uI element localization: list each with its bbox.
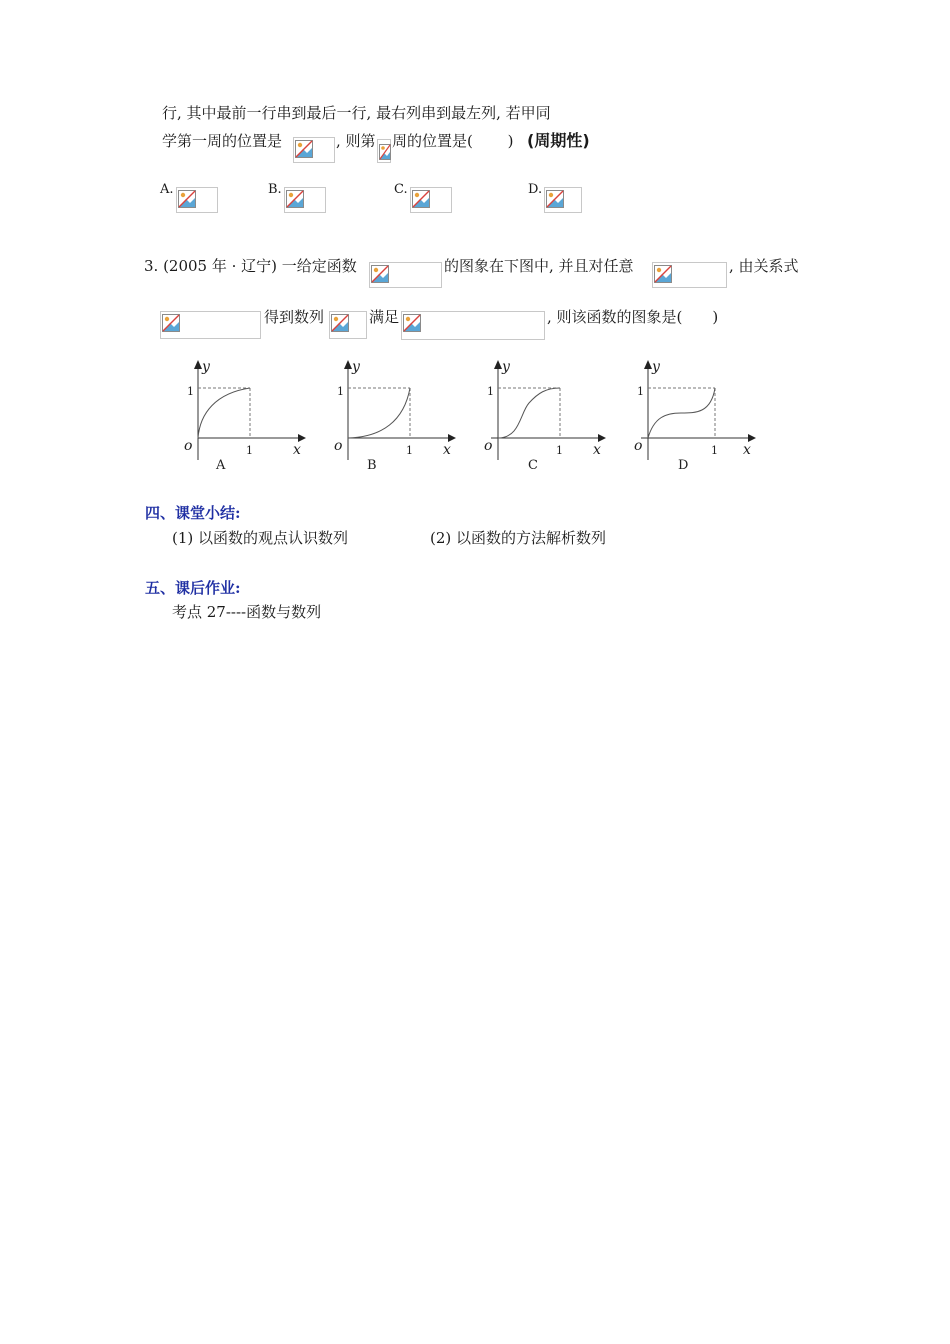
x-tick-1: 1 [556, 444, 563, 457]
formula-image [377, 139, 391, 163]
broken-image-icon [412, 190, 430, 208]
x-axis-label: x [593, 442, 601, 458]
option-b-image [284, 187, 326, 213]
q3-line2-a: 得到数列 [264, 308, 325, 326]
graph-label: D [678, 458, 689, 473]
x-axis-label: x [743, 442, 751, 458]
q3-line1-c: , 由关系式 [729, 257, 799, 275]
y-tick-1: 1 [337, 385, 344, 398]
formula-image [160, 311, 261, 339]
graph-d [626, 355, 766, 475]
q2-line2-a: 学第一周的位置是 [162, 132, 283, 150]
y-axis-label: y [652, 359, 660, 375]
option-a-image [176, 187, 218, 213]
broken-image-icon [403, 314, 421, 332]
homework-item: 考点 27----函数与数列 [172, 603, 322, 621]
broken-image-icon [331, 314, 349, 332]
x-tick-1: 1 [246, 444, 253, 457]
formula-image [293, 137, 335, 163]
origin-label: o [634, 438, 643, 454]
formula-image [369, 262, 442, 288]
graph-label: A [216, 458, 226, 473]
option-b-label: B. [268, 182, 282, 197]
broken-image-icon [295, 140, 313, 158]
broken-image-icon [654, 265, 672, 283]
homework-heading: 五、课后作业: [145, 579, 241, 597]
graph-label: C [528, 458, 538, 473]
broken-image-icon [546, 190, 564, 208]
broken-image-icon [286, 190, 304, 208]
q2-tag: (周期性) [527, 131, 590, 150]
q3-line2-c: , 则该函数的图象是( ) [547, 308, 719, 326]
y-axis-label: y [502, 359, 510, 375]
option-d-image [544, 187, 582, 213]
q3-line1-a: 3. (2005 年 · 辽宁) 一给定函数 [144, 257, 357, 275]
q2-line2-c: 周的位置是( ) [392, 132, 514, 150]
formula-image [652, 262, 727, 288]
summary-heading: 四、课堂小结: [145, 504, 241, 522]
origin-label: o [184, 438, 193, 454]
q2-line2-b: , 则第 [336, 132, 376, 150]
x-axis-label: x [293, 442, 301, 458]
y-tick-1: 1 [487, 385, 494, 398]
graph-label: B [367, 458, 377, 473]
graph-a [176, 355, 316, 475]
summary-item-2: (2) 以函数的方法解析数列 [430, 529, 607, 547]
graph-c [476, 355, 616, 475]
graph-b [326, 355, 466, 475]
formula-image [401, 311, 545, 340]
broken-image-icon [379, 144, 391, 160]
option-c-image [410, 187, 452, 213]
broken-image-icon [371, 265, 389, 283]
origin-label: o [484, 438, 493, 454]
origin-label: o [334, 438, 343, 454]
option-d-label: D. [528, 182, 543, 197]
formula-image [329, 311, 367, 339]
q3-line1-b: 的图象在下图中, 并且对任意 [444, 257, 634, 275]
x-tick-1: 1 [406, 444, 413, 457]
y-axis-label: y [352, 359, 360, 375]
broken-image-icon [178, 190, 196, 208]
y-tick-1: 1 [187, 385, 194, 398]
option-c-label: C. [394, 182, 408, 197]
y-axis-label: y [202, 359, 210, 375]
broken-image-icon [162, 314, 180, 332]
x-axis-label: x [443, 442, 451, 458]
summary-item-1: (1) 以函数的观点认识数列 [172, 529, 349, 547]
y-tick-1: 1 [637, 385, 644, 398]
q2-line1: 行, 其中最前一行串到最后一行, 最右列串到最左列, 若甲同 [162, 104, 551, 122]
x-tick-1: 1 [711, 444, 718, 457]
q3-line2-b: 满足 [369, 308, 400, 326]
option-a-label: A. [160, 182, 174, 197]
